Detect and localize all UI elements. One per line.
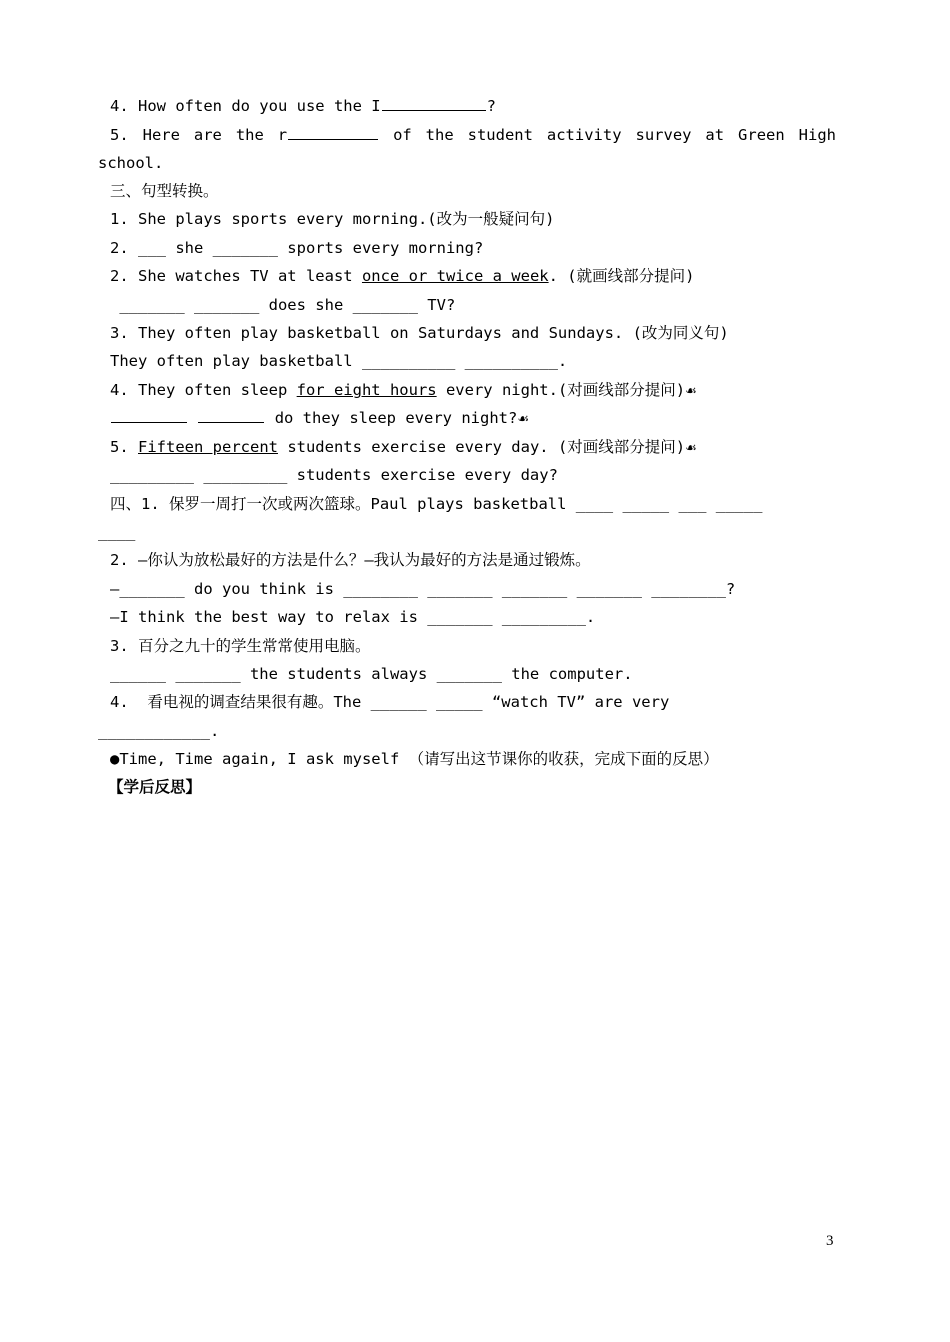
transform-2-answer: _______ _______ does she _______ TV? xyxy=(110,296,456,314)
transform-4 xyxy=(110,379,950,403)
reflection-title: 【学后反思】 xyxy=(108,778,202,796)
section3-heading: 三、句型转换。 xyxy=(110,182,219,200)
section4-q1: 四、1. 保罗一周打一次或两次篮球。Paul plays basketball ____ _____ ___ _____ xyxy=(110,495,763,513)
section4-q2-line3: —I think the best way to relax is _______ _________. xyxy=(110,608,596,626)
transform-5 xyxy=(110,436,950,460)
t5-post: students exercise every day. (对画线部分提问) xyxy=(277,438,686,456)
flourish-icon: ☙ xyxy=(685,384,697,399)
q4-blank xyxy=(382,95,486,111)
reflection-prompt: ●Time, Time again, I ask myself （请写出这节课你的收获，完成下面的反思） xyxy=(110,750,719,768)
q4-line xyxy=(110,95,950,117)
t5-underlined: Fifteen percent xyxy=(138,438,278,456)
t4b-text: do they sleep every night? xyxy=(274,409,518,427)
q4-text: 4. How often do you use the I xyxy=(110,97,381,115)
t4-pre: 4. They often sleep xyxy=(110,381,297,399)
section4-q4-line2: ____________. xyxy=(98,722,220,740)
q5-blank xyxy=(288,124,378,140)
t2-post: . (就画线部分提问) xyxy=(548,267,695,285)
t2-underlined: once or twice a week xyxy=(361,267,549,285)
transform-3: 3. They often play basketball on Saturdays and Sundays. (改为同义句) xyxy=(110,324,729,342)
t4-underlined: for eight hours xyxy=(296,381,437,399)
t4-blank-1 xyxy=(111,407,187,423)
q5-line xyxy=(110,124,836,146)
section4-q2-line2: —_______ do you think is ________ _______ _______ _______ ________? xyxy=(110,580,736,598)
transform-3-answer: They often play basketball __________ __________. xyxy=(110,352,568,370)
flourish-icon: ☙ xyxy=(517,412,529,427)
t2-pre: 2. She watches TV at least xyxy=(110,267,362,285)
flourish-icon: ☙ xyxy=(685,441,697,456)
section4-q4: 4. 看电视的调查结果很有趣。The ______ _____ “watch TV” are very xyxy=(110,693,670,711)
page-number: 3 xyxy=(826,1233,834,1249)
transform-1: 1. She plays sports every morning.(改为一般疑问句) xyxy=(110,210,555,228)
transform-2 xyxy=(110,265,950,287)
t5-pre: 5. xyxy=(110,438,138,456)
section4-q3: 3. 百分之九十的学生常常使用电脑。 xyxy=(110,637,371,655)
section4-q3-line2: ______ _______ the students always _______ the computer. xyxy=(110,665,633,683)
t4-blank-2 xyxy=(198,407,264,423)
q5-text-a: 5. Here are the r xyxy=(110,126,288,144)
transform-1-answer: 2. ___ she _______ sports every morning? xyxy=(110,239,484,257)
q5-line2: school. xyxy=(98,154,164,172)
q4-end: ? xyxy=(486,97,496,115)
transform-4-answer xyxy=(110,407,950,431)
transform-5-answer: _________ _________ students exercise every day? xyxy=(110,466,558,484)
q5-text-b: of the student activity survey at Green High xyxy=(393,126,836,144)
section4-q1-cont: ____ xyxy=(98,523,136,541)
t4-post: every night.(对画线部分提问) xyxy=(436,381,686,399)
section4-q2: 2. —你认为放松最好的方法是什么？—我认为最好的方法是通过锻炼。 xyxy=(110,551,591,569)
